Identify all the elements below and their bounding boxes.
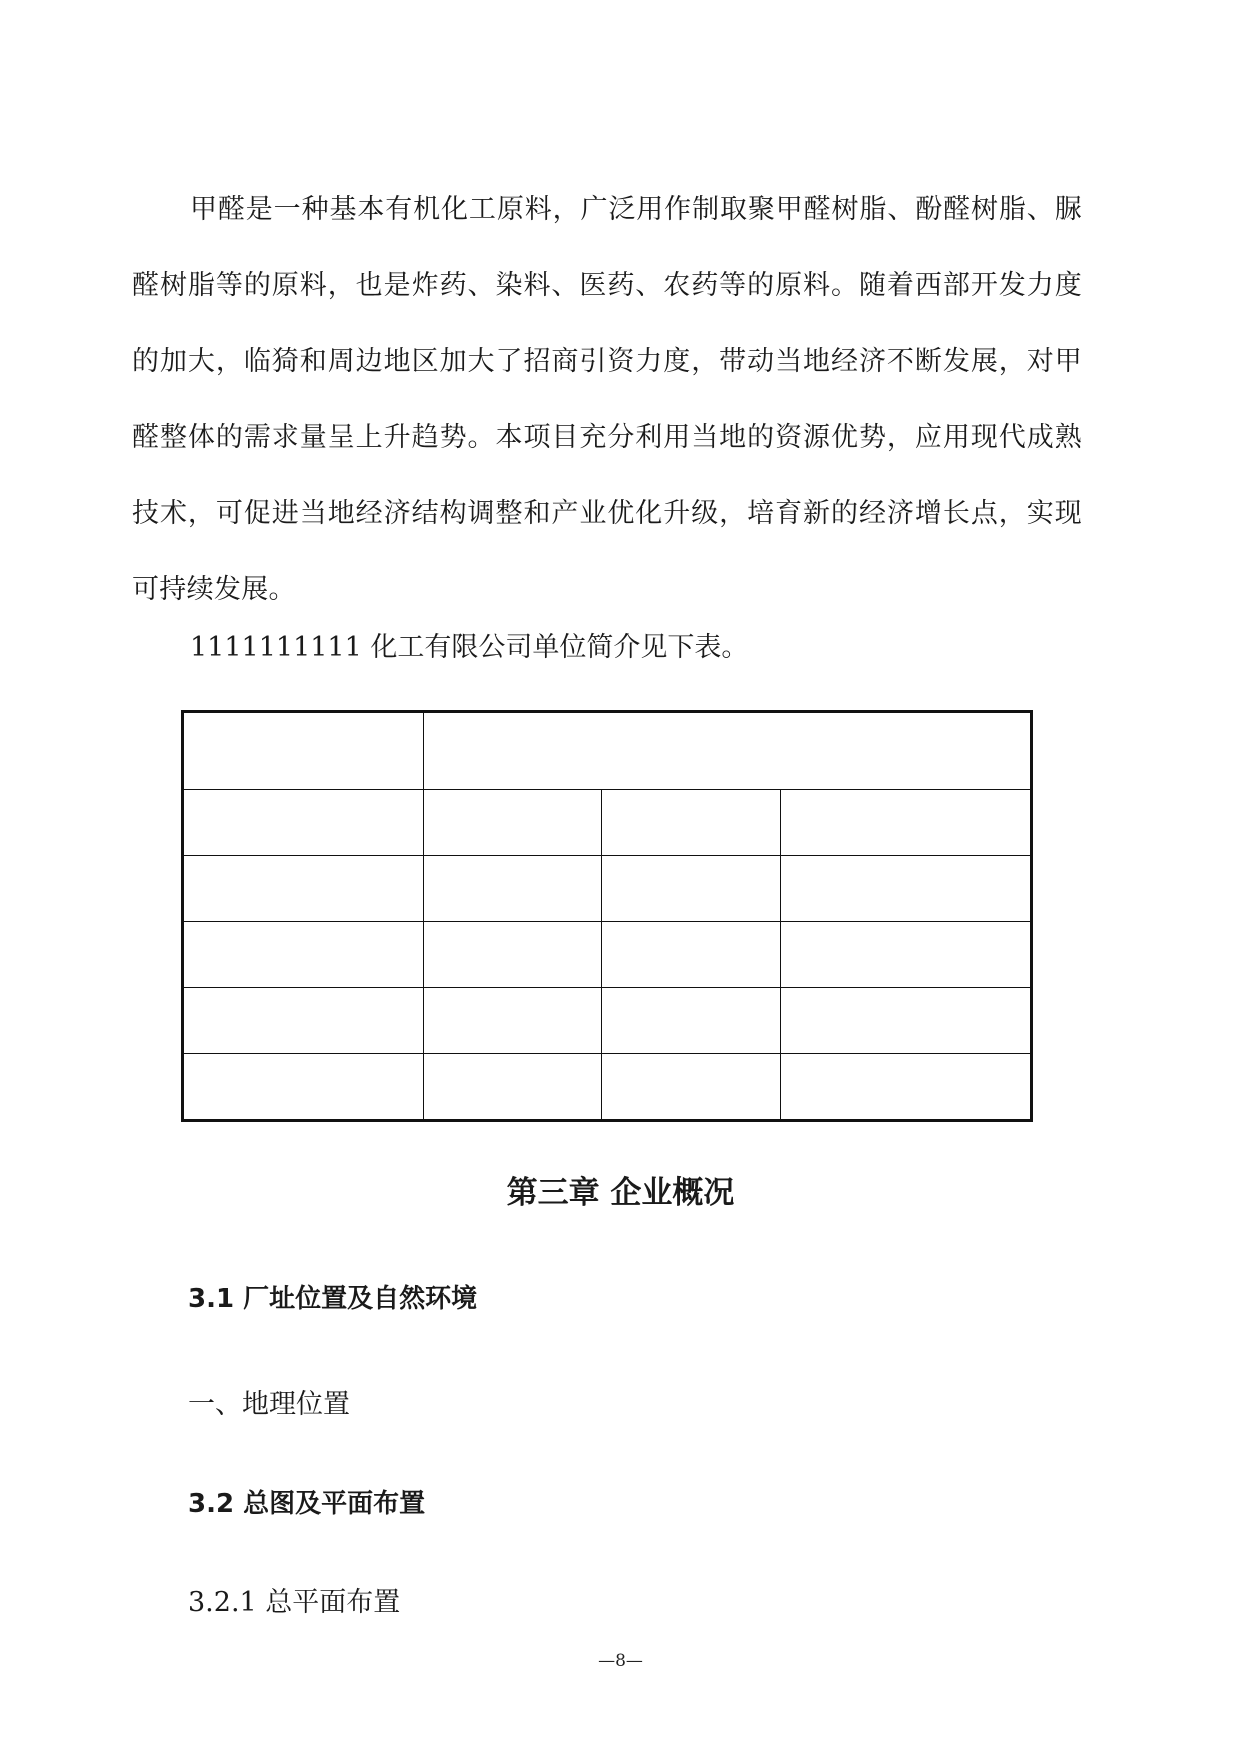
table-cell [781,1054,1032,1121]
section-heading-3-2: 3.2 总图及平面布置 [188,1489,426,1519]
table-cell [602,922,781,988]
table-cell [781,922,1032,988]
table-row [183,856,1032,922]
table-cell [423,856,602,922]
table-row [183,922,1032,988]
table-cell [423,790,602,856]
table-intro-text: 1111111111 化工有限公司单位简介见下表。 [190,632,749,663]
table-cell [602,1054,781,1121]
chapter-title: 第三章 企业概况 [506,1175,735,1211]
table-cell [781,790,1032,856]
body-paragraph: 甲醛是一种基本有机化工原料，广泛用作制取聚甲醛树脂、酚醛树脂、脲醛树脂等的原料，也是炸药、染料、医药、农药等的原料。随着西部开发力度的加大，临猗和周边地区加大了招商引资力度，带动当地经济不断发展，对甲醛整体的需求量呈上升趋势。本项目充分利用当地的资源优势，应用现代成熟技术，可促进当地经济结构调整和产业优化升级，培育新的经济增长点，实现可持续发展。 [132,194,1082,605]
table-row [183,1054,1032,1121]
table-cell [602,988,781,1054]
table-cell [602,856,781,922]
section-item-geographic-location: 一、地理位置 [188,1389,350,1420]
table-cell [602,790,781,856]
table-cell [423,1054,602,1121]
table-cell [781,988,1032,1054]
table-cell [183,856,424,922]
table-row [183,988,1032,1054]
table-row [183,712,1032,790]
section-heading-3-1: 3.1 厂址位置及自然环境 [188,1284,478,1314]
table-cell [183,712,424,790]
table-row [183,790,1032,856]
table-cell [183,790,424,856]
table-cell [423,988,602,1054]
table-cell [183,922,424,988]
table-cell [183,1054,424,1121]
table-cell [183,988,424,1054]
unit-profile-table [181,710,1033,1122]
table-cell [423,712,1031,790]
table-cell [423,922,602,988]
page-number: —8— [598,1651,643,1671]
subsection-heading-3-2-1: 3.2.1 总平面布置 [188,1587,401,1618]
table-cell [781,856,1032,922]
